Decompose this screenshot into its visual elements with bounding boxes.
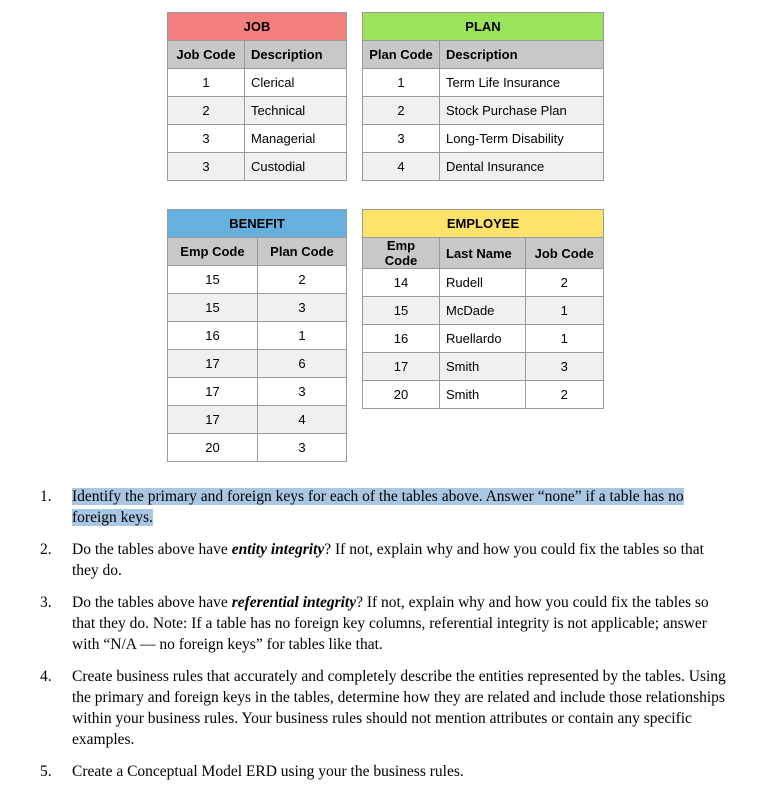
benefit-table-title: BENEFIT: [168, 210, 347, 238]
question-number: 3.: [40, 594, 52, 611]
table-cell: Clerical: [245, 69, 347, 97]
table-cell: Custodial: [245, 153, 347, 181]
column-header: Job Code: [168, 41, 245, 69]
table-cell: 3: [363, 125, 440, 153]
table-cell: Technical: [245, 97, 347, 125]
table-cell: 15: [168, 266, 258, 294]
question-text: ? If not, explain why and how you could fix the tables so that they do. Note: If a table has no foreign key columns, referential integrity is not applicable; answer with “N/A — no foreign keys” for tables like that.: [72, 594, 709, 653]
table-cell: 17: [168, 378, 258, 406]
table-cell: 20: [168, 434, 258, 462]
table-row: [168, 125, 347, 153]
table-cell: 15: [363, 297, 440, 325]
table-cell: 16: [168, 322, 258, 350]
table-cell: 2: [363, 97, 440, 125]
table-row: [363, 353, 604, 381]
table-cell: 4: [257, 406, 346, 434]
question-list: [30, 486, 730, 793]
column-header: Last Name: [440, 238, 526, 269]
table-cell: 2: [525, 381, 603, 409]
table-row: [168, 406, 347, 434]
table-cell: 3: [257, 434, 346, 462]
table-row: [363, 125, 604, 153]
table-cell: 14: [363, 269, 440, 297]
table-cell: Smith: [440, 353, 526, 381]
table-cell: 1: [525, 297, 603, 325]
column-header: Description: [245, 41, 347, 69]
column-header: Emp Code: [363, 238, 440, 269]
table-cell: 3: [525, 353, 603, 381]
table-row: [168, 322, 347, 350]
table-row: [168, 69, 347, 97]
column-header: Plan Code: [363, 41, 440, 69]
question-text: Create a Conceptual Model ERD using your the business rules.: [72, 763, 464, 780]
plan-table-title: PLAN: [363, 13, 604, 41]
table-cell: Stock Purchase Plan: [440, 97, 604, 125]
question-text: Create business rules that accurately and completely describe the entities represented by the tables. Using the primary and foreign keys in the tables, determine how they are related and include those relationships within your business rules. Your business rules should not mention attributes or contain any specific examples.: [72, 668, 726, 748]
table-cell: 1: [168, 69, 245, 97]
table-row: [363, 153, 604, 181]
table-row: [168, 434, 347, 462]
question-number: 2.: [40, 541, 52, 558]
question-number: 5.: [40, 763, 52, 780]
table-cell: 1: [257, 322, 346, 350]
benefit-table: [167, 209, 347, 462]
column-header: Plan Code: [257, 238, 346, 266]
table-row: [363, 381, 604, 409]
question-number: 4.: [40, 668, 52, 685]
question-item: [30, 761, 730, 782]
table-cell: 16: [363, 325, 440, 353]
table-cell: 3: [168, 153, 245, 181]
question-text: Do the tables above have: [72, 594, 232, 611]
job-table-title: JOB: [168, 13, 347, 41]
table-cell: Ruellardo: [440, 325, 526, 353]
question-item: [30, 592, 730, 655]
table-cell: Term Life Insurance: [440, 69, 604, 97]
table-cell: 3: [168, 125, 245, 153]
column-header: Job Code: [525, 238, 603, 269]
table-cell: 1: [525, 325, 603, 353]
employee-table: [362, 209, 604, 409]
table-cell: 15: [168, 294, 258, 322]
table-row: [363, 269, 604, 297]
table-row: [168, 266, 347, 294]
question-emphasis: entity integrity: [231, 541, 325, 558]
table-row: [168, 350, 347, 378]
question-text: ? If not, explain why and how you could fix the tables so that they do.: [72, 541, 704, 579]
plan-table: [362, 12, 604, 181]
table-cell: Rudell: [440, 269, 526, 297]
table-cell: Dental Insurance: [440, 153, 604, 181]
table-row: [363, 69, 604, 97]
question-item: [30, 539, 730, 581]
question-item: [30, 666, 730, 750]
table-row: [168, 294, 347, 322]
table-row: [363, 97, 604, 125]
employee-table-title: EMPLOYEE: [363, 210, 604, 238]
table-cell: 17: [168, 350, 258, 378]
table-cell: 20: [363, 381, 440, 409]
table-cell: 17: [363, 353, 440, 381]
table-cell: 3: [257, 294, 346, 322]
table-cell: McDade: [440, 297, 526, 325]
table-row: [168, 378, 347, 406]
column-header: Description: [440, 41, 604, 69]
table-cell: 2: [525, 269, 603, 297]
question-item: [30, 486, 730, 528]
column-header: Emp Code: [168, 238, 258, 266]
question-text-highlighted[interactable]: Identify the primary and foreign keys for each of the tables above. Answer “none” if a table has no foreign keys.: [72, 488, 684, 526]
table-row: [168, 153, 347, 181]
question-number: 1.: [40, 488, 52, 505]
table-cell: Long-Term Disability: [440, 125, 604, 153]
table-cell: Managerial: [245, 125, 347, 153]
table-cell: 6: [257, 350, 346, 378]
table-cell: 1: [363, 69, 440, 97]
table-cell: 3: [257, 378, 346, 406]
table-row: [168, 97, 347, 125]
table-row: [363, 297, 604, 325]
job-table: [167, 12, 347, 181]
table-cell: 17: [168, 406, 258, 434]
table-cell: 2: [257, 266, 346, 294]
table-cell: 2: [168, 97, 245, 125]
table-row: [363, 325, 604, 353]
table-cell: Smith: [440, 381, 526, 409]
question-text: Do the tables above have: [72, 541, 232, 558]
table-cell: 4: [363, 153, 440, 181]
question-emphasis: referential integrity: [231, 594, 357, 611]
